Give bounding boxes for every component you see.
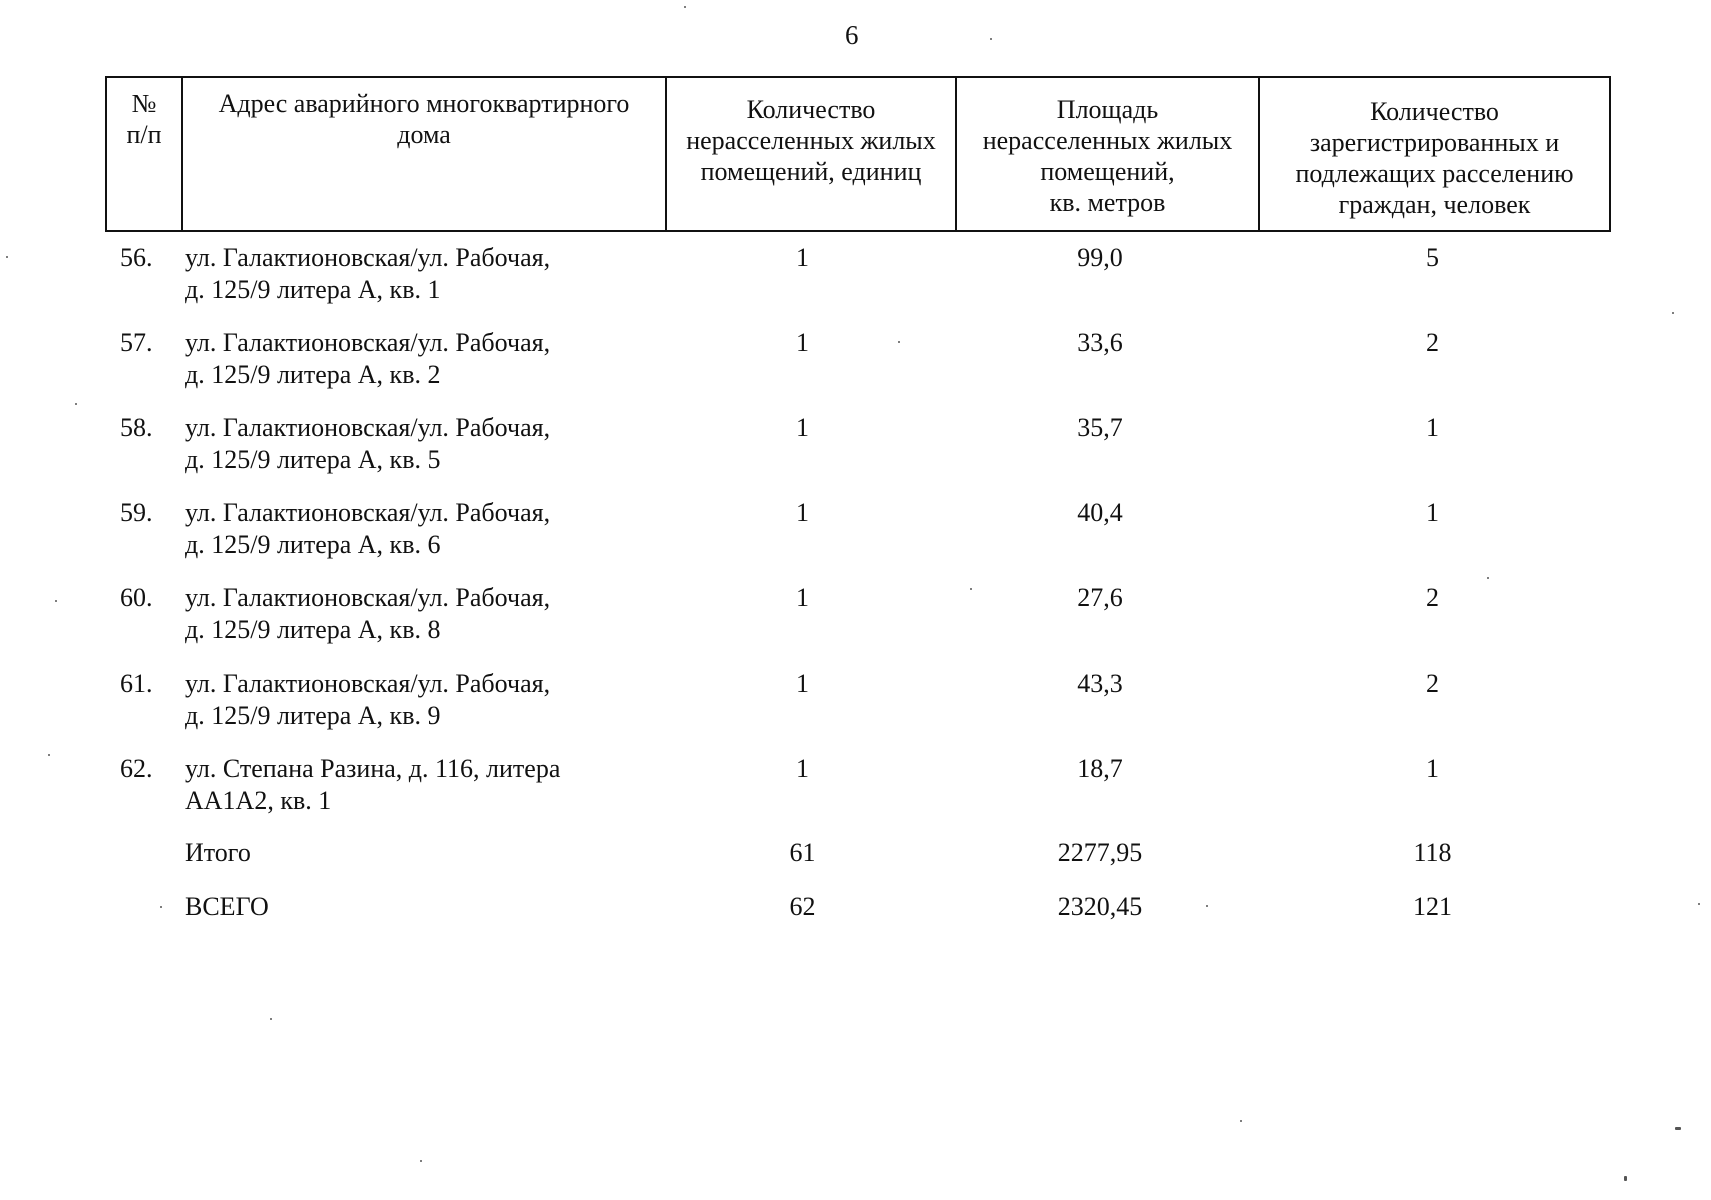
row-number: 62. bbox=[120, 754, 153, 783]
row-number: 59. bbox=[120, 498, 153, 527]
row-address-line: д. 125/9 литера А, кв. 1 bbox=[185, 275, 441, 304]
header-people-line: Количество bbox=[1370, 97, 1499, 126]
header-area-line: нерасселенных жилых bbox=[982, 126, 1233, 155]
row-area: 99,0 bbox=[1077, 243, 1123, 272]
scan-speck bbox=[990, 38, 992, 40]
row-number: 58. bbox=[120, 413, 153, 442]
header-area-line: помещений, bbox=[1040, 157, 1175, 186]
scan-speck bbox=[6, 256, 8, 258]
header-area bbox=[955, 78, 1258, 230]
header-units bbox=[665, 78, 955, 230]
row-people: 2 bbox=[1426, 328, 1439, 357]
row-people: 1 bbox=[1426, 754, 1439, 783]
row-address-line: АА1А2, кв. 1 bbox=[185, 786, 332, 815]
scan-speck bbox=[270, 1018, 272, 1020]
row-number: 57. bbox=[120, 328, 153, 357]
row-address-line: ул. Галактионовская/ул. Рабочая, bbox=[185, 583, 551, 612]
scan-speck bbox=[1672, 312, 1674, 314]
row-area: 35,7 bbox=[1077, 413, 1123, 442]
header-people bbox=[1258, 78, 1609, 230]
row-number: 56. bbox=[120, 243, 153, 272]
header-people-line: зарегистрированных и bbox=[1309, 128, 1560, 157]
page-number: 6 bbox=[845, 20, 859, 50]
header-units-line: Количество bbox=[746, 95, 876, 124]
totals-units: 61 bbox=[789, 838, 816, 867]
scan-speck bbox=[1698, 903, 1700, 905]
scan-speck bbox=[1206, 905, 1208, 907]
scan-speck bbox=[160, 906, 162, 908]
row-number: 60. bbox=[120, 583, 153, 612]
row-units: 1 bbox=[796, 328, 809, 357]
header-address-line: Адрес аварийного многоквартирного bbox=[218, 89, 630, 118]
scan-speck bbox=[970, 588, 972, 590]
scan-speck bbox=[898, 341, 900, 343]
header-num-line: п/п bbox=[126, 120, 162, 149]
scan-speck bbox=[1240, 1120, 1242, 1122]
grand-total-units: 62 bbox=[789, 892, 816, 921]
header-num bbox=[107, 78, 181, 230]
totals-label: Итого bbox=[185, 838, 251, 867]
row-address-line: ул. Галактионовская/ул. Рабочая, bbox=[185, 498, 551, 527]
row-units: 1 bbox=[796, 413, 809, 442]
row-area: 43,3 bbox=[1077, 669, 1123, 698]
row-area: 18,7 bbox=[1077, 754, 1123, 783]
header-address bbox=[181, 78, 665, 230]
header-address-line: дома bbox=[397, 120, 451, 149]
row-address-line: ул. Степана Разина, д. 116, литера bbox=[185, 754, 561, 783]
row-people: 5 bbox=[1426, 243, 1439, 272]
row-address bbox=[185, 412, 625, 476]
grand-total-people: 121 bbox=[1413, 892, 1452, 921]
row-address-line: д. 125/9 литера А, кв. 6 bbox=[185, 530, 441, 559]
row-address-line: ул. Галактионовская/ул. Рабочая, bbox=[185, 413, 551, 442]
row-area: 40,4 bbox=[1077, 498, 1123, 527]
row-units: 1 bbox=[796, 754, 809, 783]
scan-speck bbox=[75, 403, 77, 405]
scan-speck bbox=[55, 600, 57, 602]
row-units: 1 bbox=[796, 583, 809, 612]
scan-speck bbox=[420, 1160, 422, 1162]
header-people-line: подлежащих расселению bbox=[1295, 159, 1574, 188]
row-address-line: ул. Галактионовская/ул. Рабочая, bbox=[185, 328, 551, 357]
row-address-line: ул. Галактионовская/ул. Рабочая, bbox=[185, 243, 551, 272]
scan-speck bbox=[684, 6, 686, 8]
totals-people: 118 bbox=[1413, 838, 1452, 867]
row-address-line: ул. Галактионовская/ул. Рабочая, bbox=[185, 669, 551, 698]
header-people-line: граждан, человек bbox=[1338, 190, 1531, 219]
row-address-line: д. 125/9 литера А, кв. 5 bbox=[185, 445, 441, 474]
row-address bbox=[185, 753, 625, 817]
row-area: 27,6 bbox=[1077, 583, 1123, 612]
row-address-line: д. 125/9 литера А, кв. 9 bbox=[185, 701, 441, 730]
grand-total-label: ВСЕГО bbox=[185, 892, 269, 921]
scan-speck bbox=[1487, 577, 1489, 579]
table-header bbox=[105, 76, 1611, 232]
scan-speck bbox=[1675, 1127, 1681, 1130]
row-number: 61. bbox=[120, 669, 153, 698]
row-address bbox=[185, 327, 625, 391]
row-units: 1 bbox=[796, 669, 809, 698]
row-address bbox=[185, 582, 625, 646]
header-units-line: помещений, единиц bbox=[700, 157, 922, 186]
row-address bbox=[185, 497, 625, 561]
row-units: 1 bbox=[796, 243, 809, 272]
scan-speck bbox=[1624, 1176, 1627, 1181]
header-units-line: нерасселенных жилых bbox=[686, 126, 936, 155]
row-address bbox=[185, 668, 625, 732]
row-address bbox=[185, 242, 625, 306]
row-people: 2 bbox=[1426, 583, 1439, 612]
header-num-line: № bbox=[131, 89, 157, 118]
header-area-line: Площадь bbox=[1056, 95, 1159, 124]
header-area-line: кв. метров bbox=[1049, 188, 1166, 217]
row-units: 1 bbox=[796, 498, 809, 527]
row-people: 1 bbox=[1426, 498, 1439, 527]
row-address-line: д. 125/9 литера А, кв. 2 bbox=[185, 360, 441, 389]
row-people: 2 bbox=[1426, 669, 1439, 698]
row-area: 33,6 bbox=[1077, 328, 1123, 357]
scan-speck bbox=[48, 754, 50, 756]
row-address-line: д. 125/9 литера А, кв. 8 bbox=[185, 615, 441, 644]
totals-area: 2277,95 bbox=[1057, 838, 1143, 867]
row-people: 1 bbox=[1426, 413, 1439, 442]
grand-total-area: 2320,45 bbox=[1057, 892, 1143, 921]
